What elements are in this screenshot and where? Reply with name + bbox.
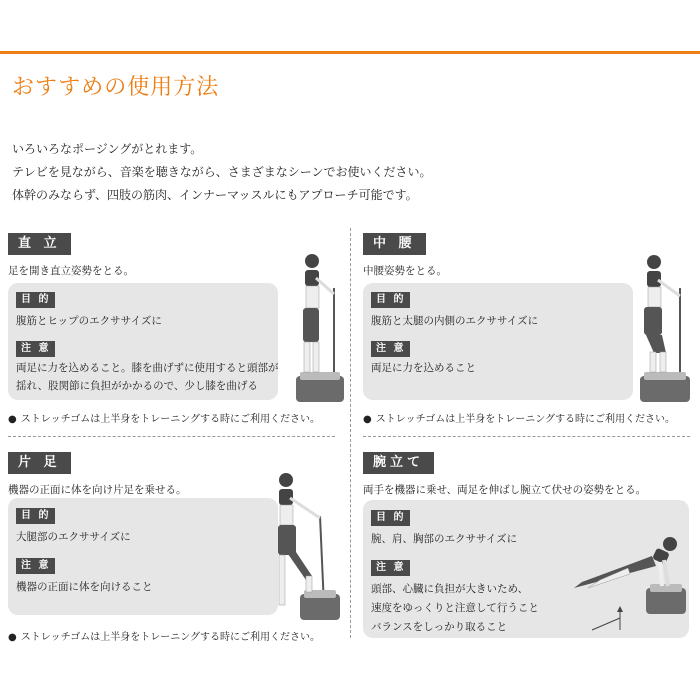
caution-text: 両足に力を込めること。膝を曲げずに使用すると頭部が 揺れ、股関節に負担がかかるので、少し膝を曲げる <box>16 362 279 392</box>
horizontal-divider <box>8 436 335 437</box>
one-leg-figure-illustration <box>266 466 342 626</box>
caution-label: 注 意 <box>371 341 410 357</box>
purpose-text: 腕、肩、胸部のエクササイズに <box>371 533 518 545</box>
panel-tag: 直 立 <box>8 233 71 255</box>
intro-line: テレビを見ながら、音楽を聴きながら、さまざまなシーンでお使いください。 <box>12 165 432 179</box>
page-title: おすすめの使用方法 <box>12 75 220 100</box>
intro-text <box>12 138 432 207</box>
purpose-label: 目 的 <box>371 292 410 308</box>
caution-label: 注 意 <box>371 560 410 576</box>
panel-note: ● ストレッチゴムは上半身をトレーニングする時にご利用ください。 <box>8 414 321 425</box>
intro-line: 体幹のみならず、四肢の筋肉、インナーマッスルにもアプローチ可能です。 <box>12 188 418 202</box>
panel-description: 機器の正面に体を向け片足を乗せる。 <box>8 484 187 496</box>
standing-figure-illustration <box>288 248 348 408</box>
panel-note: ● ストレッチゴムは上半身をトレーニングする時にご利用ください。 <box>363 414 676 425</box>
panel-tag: 片 足 <box>8 452 71 474</box>
caution-label: 注 意 <box>16 341 55 357</box>
horizontal-divider <box>363 436 690 437</box>
purpose-text: 腹筋とヒップのエクササイズに <box>16 315 162 327</box>
info-box <box>8 498 278 615</box>
top-accent-bar <box>0 51 700 54</box>
caution-text: 両足に力を込めること <box>371 362 476 374</box>
purpose-text: 腹筋と太腿の内側のエクササイズに <box>371 315 539 327</box>
info-box <box>8 283 278 400</box>
caution-text: 頭部、心臓に負担が大きいため、 速度をゆっくりと注意して行うこと バランスをしっかり取ること <box>371 583 539 633</box>
panel-description: 両手を機器に乗せ、両足を伸ばし腕立て伏せの姿勢をとる。 <box>363 484 647 496</box>
info-box <box>363 283 633 400</box>
purpose-label: 目 的 <box>16 508 55 524</box>
purpose-text: 大腿部のエクササイズに <box>16 531 131 543</box>
panel-description: 中腰姿勢をとる。 <box>363 265 447 277</box>
caution-label: 注 意 <box>16 558 55 574</box>
vertical-divider <box>350 228 351 638</box>
pushup-figure-illustration <box>568 530 692 634</box>
panel-description: 足を開き直立姿勢をとる。 <box>8 265 134 277</box>
purpose-label: 目 的 <box>16 292 55 308</box>
half-squat-figure-illustration <box>632 248 694 408</box>
panel-note: ● ストレッチゴムは上半身をトレーニングする時にご利用ください。 <box>8 632 321 643</box>
panel-tag: 腕立て <box>363 452 434 474</box>
caution-text: 機器の正面に体を向けること <box>16 581 153 593</box>
intro-line: いろいろなポージングがとれます。 <box>12 142 203 156</box>
panel-tag: 中 腰 <box>363 233 426 255</box>
purpose-label: 目 的 <box>371 510 410 526</box>
